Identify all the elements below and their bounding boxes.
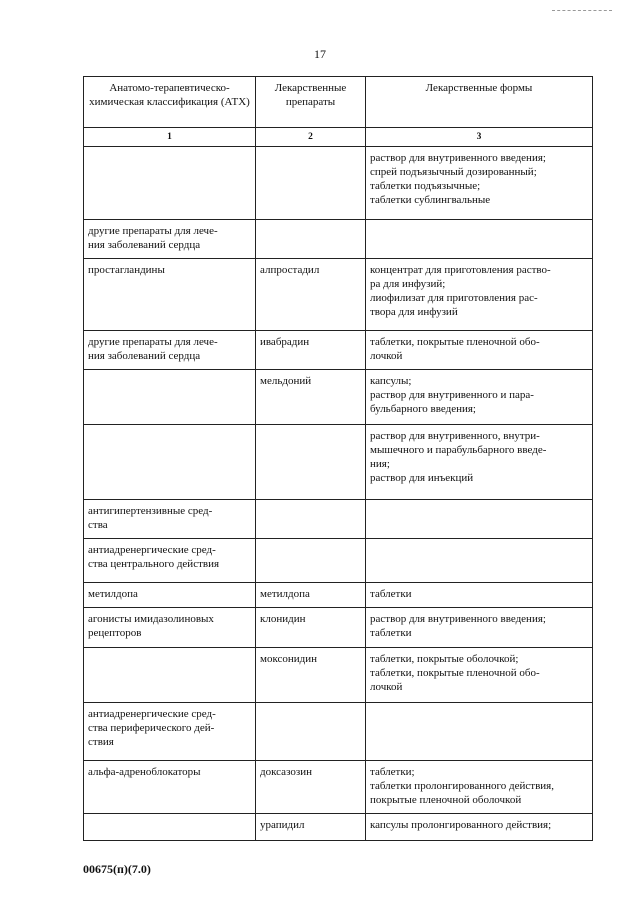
table-cell-drug (256, 331, 366, 370)
table-cell-forms (366, 814, 593, 841)
cell-line: лочкой (370, 350, 403, 362)
cell-line: ствия (88, 736, 114, 748)
cell-line: бульбарного введения; (370, 403, 476, 415)
cell-line: агонисты имидазолиновых (88, 613, 214, 625)
cell-line: раствор для внутривенного, внутри- (370, 430, 540, 442)
table-cell-forms (366, 703, 593, 761)
table-cell-atx (84, 220, 256, 259)
cell-line: раствор для инъекций (370, 472, 474, 484)
table-row (84, 500, 593, 539)
table-cell-atx (84, 147, 256, 220)
table-cell-atx (84, 331, 256, 370)
cell-line: мельдоний (260, 375, 312, 387)
table-row (84, 331, 593, 370)
cell-line: лиофилизат для приготовления рас- (370, 292, 538, 304)
table-row (84, 814, 593, 841)
header-atx: Анатомо-терапевтическо-химическая классификация (АТХ) (84, 77, 256, 128)
column-number: 1 (84, 128, 256, 147)
table-cell-atx (84, 608, 256, 648)
table-cell-drug (256, 425, 366, 500)
table-cell-forms (366, 147, 593, 220)
atx-drug-table (83, 76, 593, 841)
cell-line: моксонидин (260, 653, 318, 665)
cell-line: рецепторов (88, 627, 142, 639)
cell-line: таблетки, покрытые пленочной обо- (370, 336, 540, 348)
cell-line: другие препараты для лече- (88, 336, 218, 348)
table-cell-forms (366, 220, 593, 259)
table-cell-drug (256, 259, 366, 331)
cell-line: альфа-адреноблокаторы (88, 766, 201, 778)
cell-line: концентрат для приготовления раство- (370, 264, 551, 276)
table-row (84, 539, 593, 583)
cell-line: таблетки сублингвальные (370, 194, 491, 206)
table-row (84, 370, 593, 425)
cell-line: доксазозин (260, 766, 312, 778)
cell-line: лочкой (370, 681, 403, 693)
column-number: 2 (256, 128, 366, 147)
top-dashed-rule (552, 10, 612, 11)
cell-line: урапидил (260, 819, 305, 831)
table-cell-atx (84, 539, 256, 583)
table-row (84, 220, 593, 259)
table-cell-forms (366, 539, 593, 583)
cell-line: раствор для внутривенного введения; (370, 613, 546, 625)
cell-line: метилдопа (88, 588, 138, 600)
page-number: 17 (314, 47, 326, 61)
cell-line: таблетки, покрытые пленочной обо- (370, 667, 540, 679)
table-cell-drug (256, 814, 366, 841)
cell-line: метилдопа (260, 588, 310, 600)
table-cell-atx (84, 648, 256, 703)
table-row (84, 259, 593, 331)
cell-line: раствор для внутривенного и пара- (370, 389, 534, 401)
table-cell-forms (366, 500, 593, 539)
table-row (84, 425, 593, 500)
cell-line: ивабрадин (260, 336, 310, 348)
cell-line: антиадренергические сред- (88, 708, 216, 720)
cell-line: ства центрального действия (88, 558, 220, 570)
cell-line: ния; (370, 458, 390, 470)
cell-line: спрей подъязычный дозированный; (370, 166, 537, 178)
column-number-row (84, 128, 593, 147)
table-row (84, 583, 593, 608)
table-cell-forms (366, 761, 593, 814)
cell-line: таблетки (370, 627, 412, 639)
cell-line: другие препараты для лече- (88, 225, 218, 237)
document-code: 00675(п)(7.0) (83, 862, 151, 876)
table-cell-atx (84, 583, 256, 608)
cell-line: алпростадил (260, 264, 320, 276)
table-cell-forms (366, 583, 593, 608)
column-number: 3 (366, 128, 593, 147)
cell-line: ра для инфузий; (370, 278, 446, 290)
cell-line: антиадренергические сред- (88, 544, 216, 556)
table-cell-drug (256, 500, 366, 539)
table-cell-forms (366, 259, 593, 331)
table-cell-drug (256, 608, 366, 648)
table-cell-drug (256, 370, 366, 425)
cell-line: антигипертензивные сред- (88, 505, 213, 517)
cell-line: ства (88, 519, 108, 531)
table-cell-drug (256, 147, 366, 220)
cell-line: раствор для внутривенного введения; (370, 152, 546, 164)
table-cell-atx (84, 259, 256, 331)
table-cell-drug (256, 648, 366, 703)
cell-line: таблетки; (370, 766, 415, 778)
table-cell-forms (366, 648, 593, 703)
table-cell-atx (84, 703, 256, 761)
table-row (84, 761, 593, 814)
cell-line: покрытые пленочной оболочкой (370, 794, 522, 806)
table-row (84, 648, 593, 703)
cell-line: таблетки пролонгированного действия, (370, 780, 554, 792)
cell-line: таблетки, покрытые оболочкой; (370, 653, 519, 665)
table-cell-forms (366, 370, 593, 425)
table-cell-drug (256, 703, 366, 761)
table-cell-drug (256, 583, 366, 608)
cell-line: таблетки подъязычные; (370, 180, 481, 192)
table-cell-drug (256, 761, 366, 814)
table-row (84, 608, 593, 648)
table-cell-forms (366, 608, 593, 648)
header-forms: Лекарственные формы (366, 77, 593, 128)
table-row (84, 147, 593, 220)
cell-line: капсулы пролонгированного действия; (370, 819, 552, 831)
table-cell-atx (84, 425, 256, 500)
cell-line: ства периферического дей- (88, 722, 215, 734)
table-cell-atx (84, 814, 256, 841)
cell-line: таблетки (370, 588, 412, 600)
table-header-row (84, 77, 593, 128)
table-cell-forms (366, 425, 593, 500)
table-cell-atx (84, 370, 256, 425)
table-cell-drug (256, 220, 366, 259)
cell-line: капсулы; (370, 375, 412, 387)
table-cell-forms (366, 331, 593, 370)
table-cell-atx (84, 761, 256, 814)
header-drugs: Лекарственные препараты (256, 77, 366, 128)
table-cell-atx (84, 500, 256, 539)
cell-line: мышечного и парабульбарного введе- (370, 444, 547, 456)
cell-line: твора для инфузий (370, 306, 458, 318)
table-row (84, 703, 593, 761)
table-cell-drug (256, 539, 366, 583)
cell-line: клонидин (260, 613, 306, 625)
cell-line: простагландины (88, 264, 165, 276)
cell-line: ния заболеваний сердца (88, 239, 201, 251)
cell-line: ния заболеваний сердца (88, 350, 201, 362)
